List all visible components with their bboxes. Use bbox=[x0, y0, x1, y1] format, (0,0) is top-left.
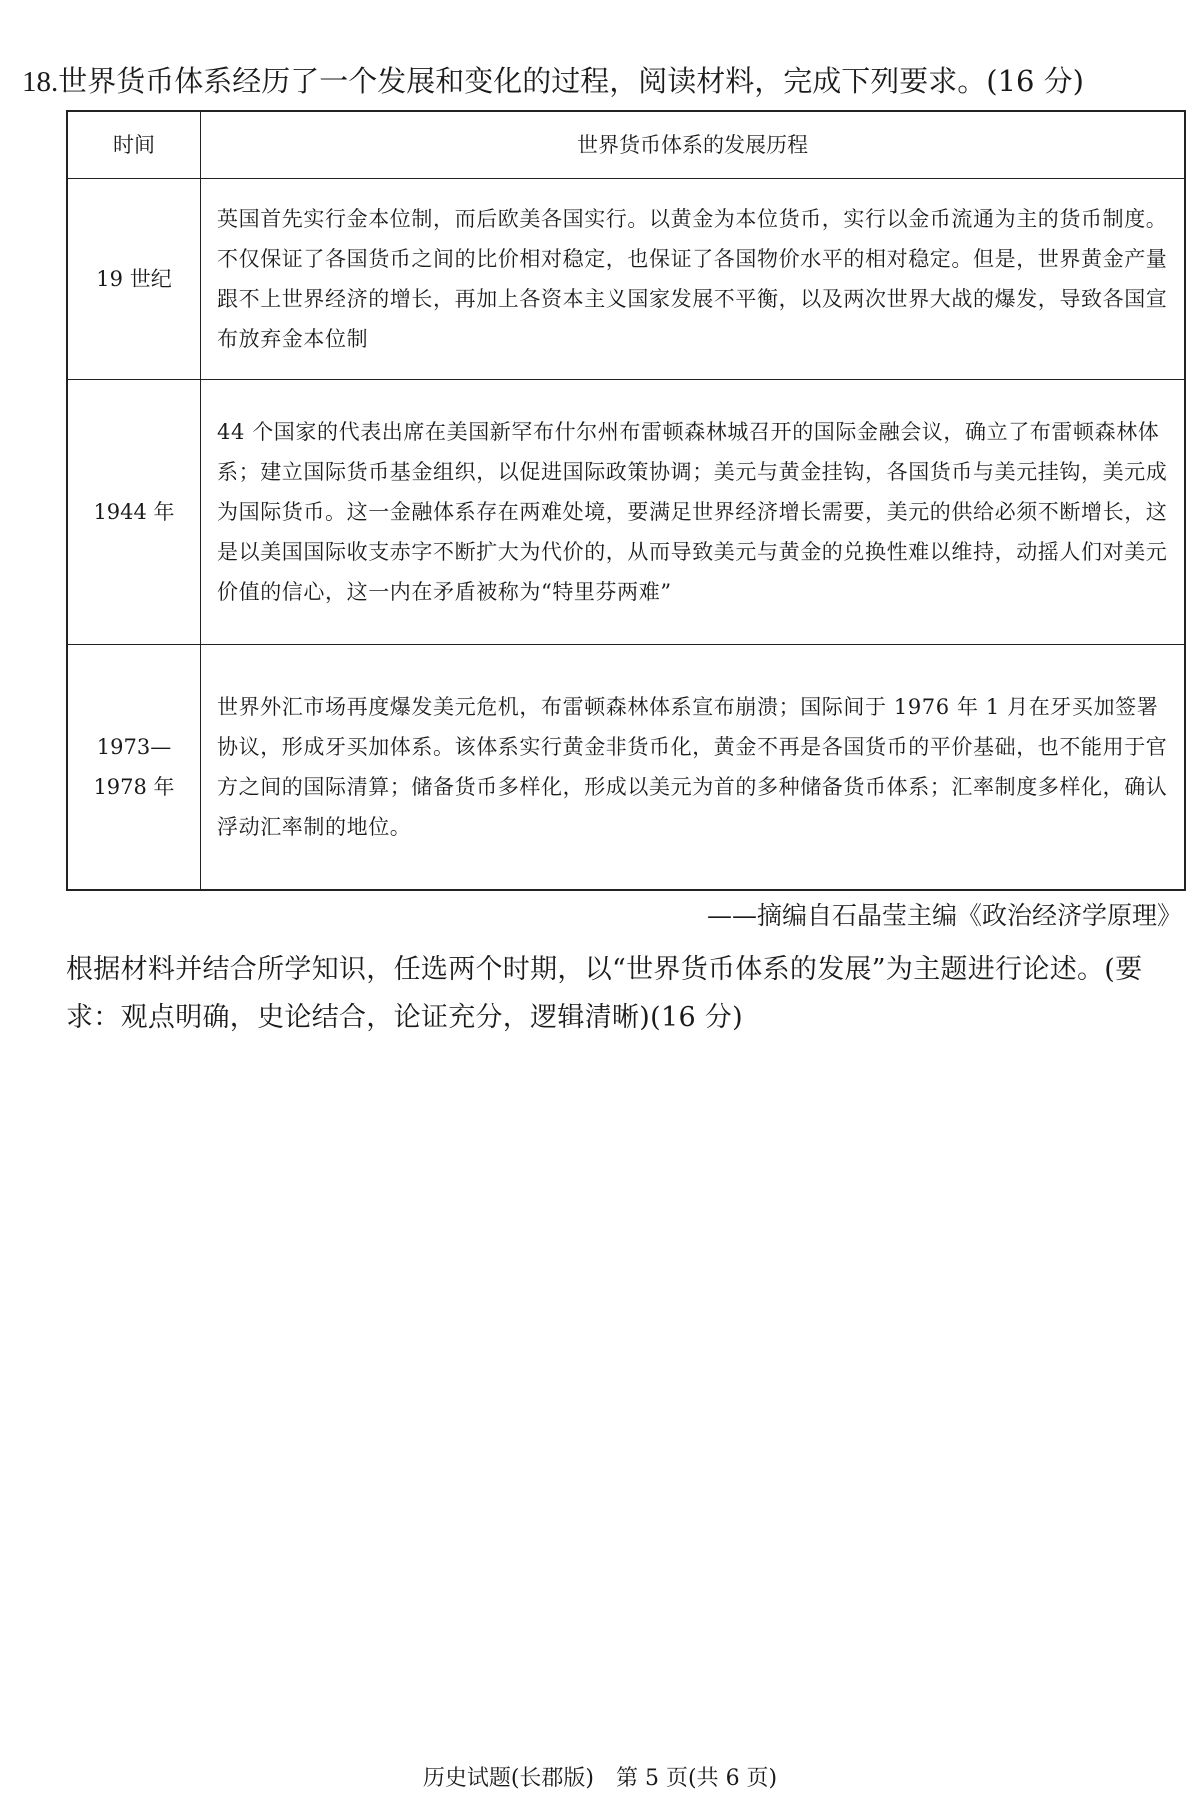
table-row bbox=[67, 380, 1185, 645]
header-time: 时间 bbox=[67, 111, 201, 179]
row-content: 世界外汇市场再度爆发美元危机，布雷顿森林体系宣布崩溃；国际间于 1976 年 1 月在牙买加签署协议，形成牙买加体系。该体系实行黄金非货币化，黄金不再是各国货币的平价基础，也不能用于官方之间的国际清算；储备货币多样化，形成以美元为首的多种储备货币体系；汇率制度多样化，确认浮动汇率制的地位。 bbox=[201, 645, 1186, 891]
source-citation: ——摘编自石晶莹主编《政治经济学原理》 bbox=[706, 901, 1182, 930]
table-header-row bbox=[67, 111, 1185, 179]
task-prompt: 根据材料并结合所学知识，任选两个时期，以“世界货币体系的发展”为主题进行论述。(要求：观点明确，史论结合，论证充分，逻辑清晰)(16 分) bbox=[66, 954, 1143, 1033]
row-time: 1944 年 bbox=[67, 380, 201, 645]
table-row bbox=[67, 645, 1185, 891]
row-time-line: 1978 年 bbox=[93, 775, 175, 799]
row-time: 19 世纪 bbox=[67, 179, 201, 380]
question-title bbox=[22, 62, 1182, 101]
header-content: 世界货币体系的发展历程 bbox=[201, 111, 1186, 179]
row-time bbox=[67, 645, 201, 891]
row-content: 英国首先实行金本位制，而后欧美各国实行。以黄金为本位货币，实行以金币流通为主的货币制度。不仅保证了各国货币之间的比价相对稳定，也保证了各国物价水平的相对稳定。但是，世界黄金产量跟不上世界经济的增长，再加上各资本主义国家发展不平衡，以及两次世界大战的爆发，导致各国宣布放弃金本位制 bbox=[201, 179, 1186, 380]
question-number: 18. bbox=[22, 66, 59, 98]
table-row bbox=[67, 179, 1185, 380]
material-table bbox=[66, 110, 1186, 891]
page-footer: 历史试题(长郡版) 第 5 页(共 6 页) bbox=[422, 1766, 778, 1791]
row-content: 44 个国家的代表出席在美国新罕布什尔州布雷顿森林城召开的国际金融会议，确立了布雷顿森林体系；建立国际货币基金组织，以促进国际政策协调；美元与黄金挂钩，各国货币与美元挂钩，美元成为国际货币。这一金融体系存在两难处境，要满足世界经济增长需要，美元的供给必须不断增长，这是以美国国际收支赤字不断扩大为代价的，从而导致美元与黄金的兑换性难以维持，动摇人们对美元价值的信心，这一内在矛盾被称为“特里芬两难” bbox=[201, 380, 1186, 645]
question-text: 世界货币体系经历了一个发展和变化的过程，阅读材料，完成下列要求。(16 分) bbox=[58, 64, 1084, 98]
row-time-line: 1973— bbox=[96, 735, 172, 759]
